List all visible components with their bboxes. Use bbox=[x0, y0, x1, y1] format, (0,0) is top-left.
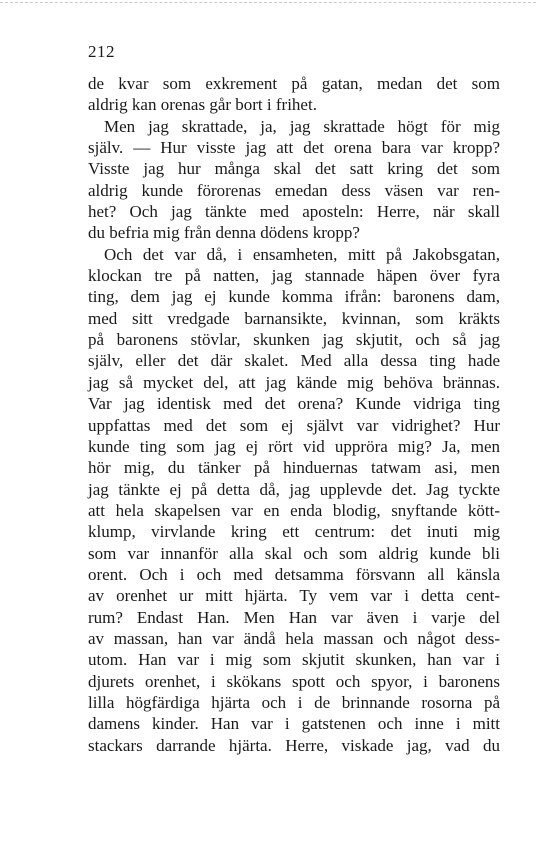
text-line: orent. Och i och med detsamma försvann all känsla bbox=[88, 564, 500, 584]
text-line: de kvar som exkrement på gatan, medan det som bbox=[88, 74, 500, 93]
page-number: 212 bbox=[88, 42, 115, 61]
text-line: Men jag skrattade, ja, jag skrattade högt för mig bbox=[104, 116, 500, 136]
text-line: hör mig, du tänker på hinduernas tatwam asi, men bbox=[88, 458, 500, 478]
text-line: stackars darrande hjärta. Herre, viskade jag, vad du bbox=[88, 735, 500, 755]
text-line: Och det var då, i ensamheten, mitt på Jakobsgatan, bbox=[104, 244, 500, 264]
text-line: rum? Endast Han. Men Han var även i varje del bbox=[88, 607, 500, 627]
text-line: på baronens stövlar, skunken jag skjutit, och så jag bbox=[88, 330, 500, 350]
body-text bbox=[88, 73, 500, 756]
text-line: djurets orenhet, i skökans spott och spyor, i baronens bbox=[88, 671, 500, 691]
top-edge-rule bbox=[0, 2, 536, 3]
text-line: själv, eller det där skalet. Med alla dessa ting hade bbox=[88, 351, 500, 371]
text-line: som var innanför alla skal och som aldrig kunde bli bbox=[88, 543, 500, 563]
text-line: jag tänkte ej på detta då, jag upplevde det. Jag tyckte bbox=[88, 479, 500, 499]
text-line: aldrig kunde förorenas emedan dess väsen var ren- bbox=[88, 180, 500, 200]
text-line: kunde ting som jag ej rört vid uppröra mig? Ja, men bbox=[88, 436, 500, 456]
text-line: Visste jag hur många skal det satt kring det som bbox=[88, 159, 500, 179]
text-line: utom. Han var i mig som skjutit skunken, han var i bbox=[88, 650, 500, 670]
text-line: damens kinder. Han var i gatstenen och inne i mitt bbox=[88, 714, 500, 734]
text-line: du befria mig från denna dödens kropp? bbox=[88, 223, 360, 243]
text-line: lilla högfärdiga hjärta och i de brinnande rosorna på bbox=[88, 692, 500, 712]
text-line: aldrig kan orenas går bort i frihet. bbox=[88, 95, 317, 115]
text-line: uppfattas med det som ej självt var vidrighet? Hur bbox=[88, 415, 500, 435]
text-line: klockan tre på natten, jag stannade häpen över fyra bbox=[88, 266, 500, 286]
text-line: klump, virvlande kring ett centrum: det inuti mig bbox=[88, 522, 500, 542]
text-line: själv. — Hur visste jag att det orena bara var kropp? bbox=[88, 138, 500, 158]
text-line: av orenhet ur mitt hjärta. Ty vem var i detta cent- bbox=[88, 586, 500, 606]
text-line: av massan, han var ändå hela massan och något dess- bbox=[88, 628, 500, 648]
text-line: ting, dem jag ej kunde komma ifrån: baronens dam, bbox=[88, 287, 500, 307]
text-line: med sitt vredgade barnansikte, kvinnan, som kräkts bbox=[88, 308, 500, 328]
text-line: att hela skapelsen var en enda blodig, snyftande kött- bbox=[88, 500, 500, 520]
text-line: het? Och jag tänkte med aposteln: Herre, när skall bbox=[88, 202, 500, 222]
text-line: Var jag identisk med det orena? Kunde vidriga ting bbox=[88, 394, 500, 414]
text-line: jag så mycket del, att jag kände mig behöva brännas. bbox=[88, 372, 500, 392]
